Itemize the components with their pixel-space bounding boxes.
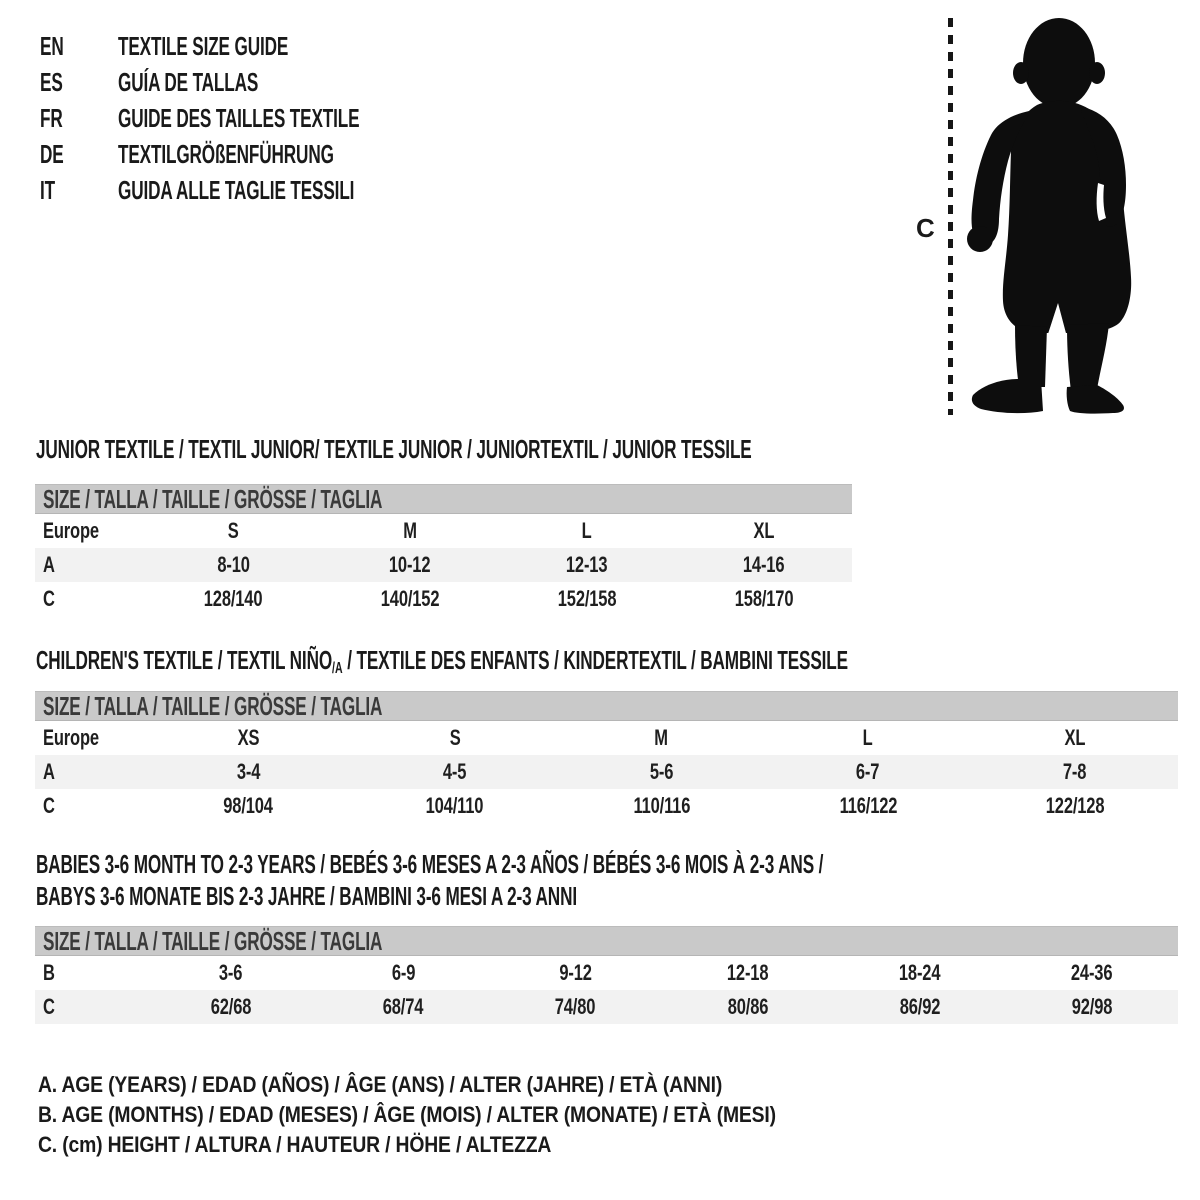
- nino-a-subscript: /A: [332, 660, 343, 677]
- value-cell: 7-8: [1062, 759, 1087, 784]
- language-row: [40, 28, 484, 64]
- toddler-silhouette-image: [963, 15, 1138, 415]
- table-row-height: [35, 990, 1178, 1024]
- value-cell: 8-10: [217, 552, 250, 577]
- language-title: TEXTILE SIZE GUIDE: [118, 30, 289, 61]
- value-cell: 5-6: [649, 759, 674, 784]
- value-cell: 3-6: [219, 960, 243, 985]
- legend-line-age-months: B. AGE (MONTHS) / EDAD (MESES) / ÂGE (MOIS) / ALTER (MONATE) / ETÀ (MESI): [38, 1102, 776, 1127]
- value-cell: 12-18: [726, 960, 769, 985]
- children-size-table: [35, 691, 1178, 823]
- size-table-header: SIZE / TALLA / TAILLE / GRÖSSE / TAGLIA: [35, 691, 1178, 721]
- size-cell: L: [863, 725, 874, 750]
- value-cell: 6-7: [856, 759, 880, 784]
- size-cell: M: [403, 518, 417, 543]
- legend-line-age-years: A. AGE (YEARS) / EDAD (AÑOS) / ÂGE (ANS) / ALTER (JAHRE) / ETÀ (ANNI): [38, 1072, 723, 1097]
- language-code: EN: [40, 30, 64, 61]
- value-cell: 62/68: [210, 994, 252, 1019]
- size-cell: S: [449, 725, 461, 750]
- value-cell: 68/74: [382, 994, 424, 1019]
- size-cell: L: [581, 518, 592, 543]
- measurement-legend: [38, 1070, 876, 1160]
- value-cell: 6-9: [391, 960, 415, 985]
- language-row: [40, 100, 484, 136]
- size-cell: XL: [753, 518, 775, 543]
- row-label: A: [43, 552, 55, 577]
- language-title: TEXTILGRÖßENFÜHRUNG: [118, 138, 334, 169]
- row-label: B: [43, 960, 55, 985]
- value-cell: 4-5: [443, 759, 467, 784]
- junior-size-table: [35, 484, 852, 616]
- table-row-age: [35, 755, 1178, 789]
- row-label: Europe: [43, 725, 99, 750]
- value-cell: 14-16: [742, 552, 785, 577]
- value-cell: 9-12: [559, 960, 592, 985]
- value-cell: 12-13: [566, 552, 608, 577]
- value-cell: 152/158: [557, 586, 617, 611]
- junior-section-title: JUNIOR TEXTILE / TEXTIL JUNIOR/ TEXTILE JUNIOR / JUNIORTEXTIL / JUNIOR TESSILE: [36, 434, 752, 464]
- babies-title-line2: BABYS 3-6 MONATE BIS 2-3 JAHRE / BAMBINI 3-6 MESI A 2-3 ANNI: [36, 881, 577, 911]
- legend-line-height: C. (cm) HEIGHT / ALTURA / HAUTEUR / HÖHE / ALTEZZA: [38, 1132, 552, 1157]
- table-row-sizes: [35, 721, 1178, 755]
- height-measure-dashed-line: [948, 18, 953, 415]
- row-label: Europe: [43, 518, 99, 543]
- value-cell: 18-24: [899, 960, 941, 985]
- language-code: IT: [40, 174, 55, 205]
- language-row: [40, 64, 484, 100]
- size-cell: XL: [1064, 725, 1086, 750]
- babies-section-title: [36, 848, 1200, 912]
- value-cell: 104/110: [426, 793, 484, 818]
- value-cell: 122/128: [1045, 793, 1104, 818]
- row-label: C: [43, 994, 55, 1019]
- value-cell: 80/86: [727, 994, 768, 1019]
- value-cell: 24-36: [1071, 960, 1113, 985]
- table-row-height: [35, 789, 1178, 823]
- value-cell: 158/170: [734, 586, 793, 611]
- language-row: [40, 136, 484, 172]
- value-cell: 10-12: [389, 552, 431, 577]
- value-cell: 128/140: [204, 586, 263, 611]
- value-cell: 86/92: [899, 994, 941, 1019]
- value-cell: 74/80: [555, 994, 596, 1019]
- value-cell: 140/152: [380, 586, 440, 611]
- table-row-height: [35, 582, 852, 616]
- height-measure-label: C: [916, 213, 935, 243]
- language-list: [40, 28, 484, 208]
- table-row-months: [35, 956, 1178, 990]
- language-title: GUIDE DES TAILLES TEXTILE: [118, 102, 360, 133]
- value-cell: 110/116: [633, 793, 690, 818]
- size-cell: XS: [237, 725, 260, 750]
- babies-size-table: [35, 926, 1178, 1024]
- size-cell: M: [654, 725, 669, 750]
- size-cell: S: [227, 518, 239, 543]
- language-code: ES: [40, 66, 63, 97]
- row-label: C: [43, 586, 55, 611]
- table-row-sizes: [35, 514, 852, 548]
- value-cell: 116/122: [839, 793, 897, 818]
- size-table-header: SIZE / TALLA / TAILLE / GRÖSSE / TAGLIA: [35, 926, 1178, 956]
- language-code: DE: [40, 138, 64, 169]
- babies-title-line1: BABIES 3-6 MONTH TO 2-3 YEARS / BEBÉS 3-6 MESES A 2-3 AÑOS / BÉBÉS 3-6 MOIS À 2-3 ANS /: [36, 849, 824, 879]
- row-label: C: [43, 793, 55, 818]
- language-title: GUÍA DE TALLAS: [118, 66, 259, 97]
- size-table-header: SIZE / TALLA / TAILLE / GRÖSSE / TAGLIA: [35, 484, 852, 514]
- baby-head: [1023, 18, 1095, 108]
- table-row-age: [35, 548, 852, 582]
- row-label: A: [43, 759, 55, 784]
- value-cell: 3-4: [236, 759, 260, 784]
- value-cell: 98/104: [223, 793, 274, 818]
- language-row: [40, 172, 484, 208]
- value-cell: 92/98: [1071, 994, 1113, 1019]
- children-section-title: CHILDREN'S TEXTILE / TEXTIL NIÑO/A / TEXTILE DES ENFANTS / KINDERTEXTIL / BAMBINI TESSILE: [36, 645, 848, 677]
- language-title: GUIDA ALLE TAGLIE TESSILI: [118, 174, 355, 205]
- language-code: FR: [40, 102, 63, 133]
